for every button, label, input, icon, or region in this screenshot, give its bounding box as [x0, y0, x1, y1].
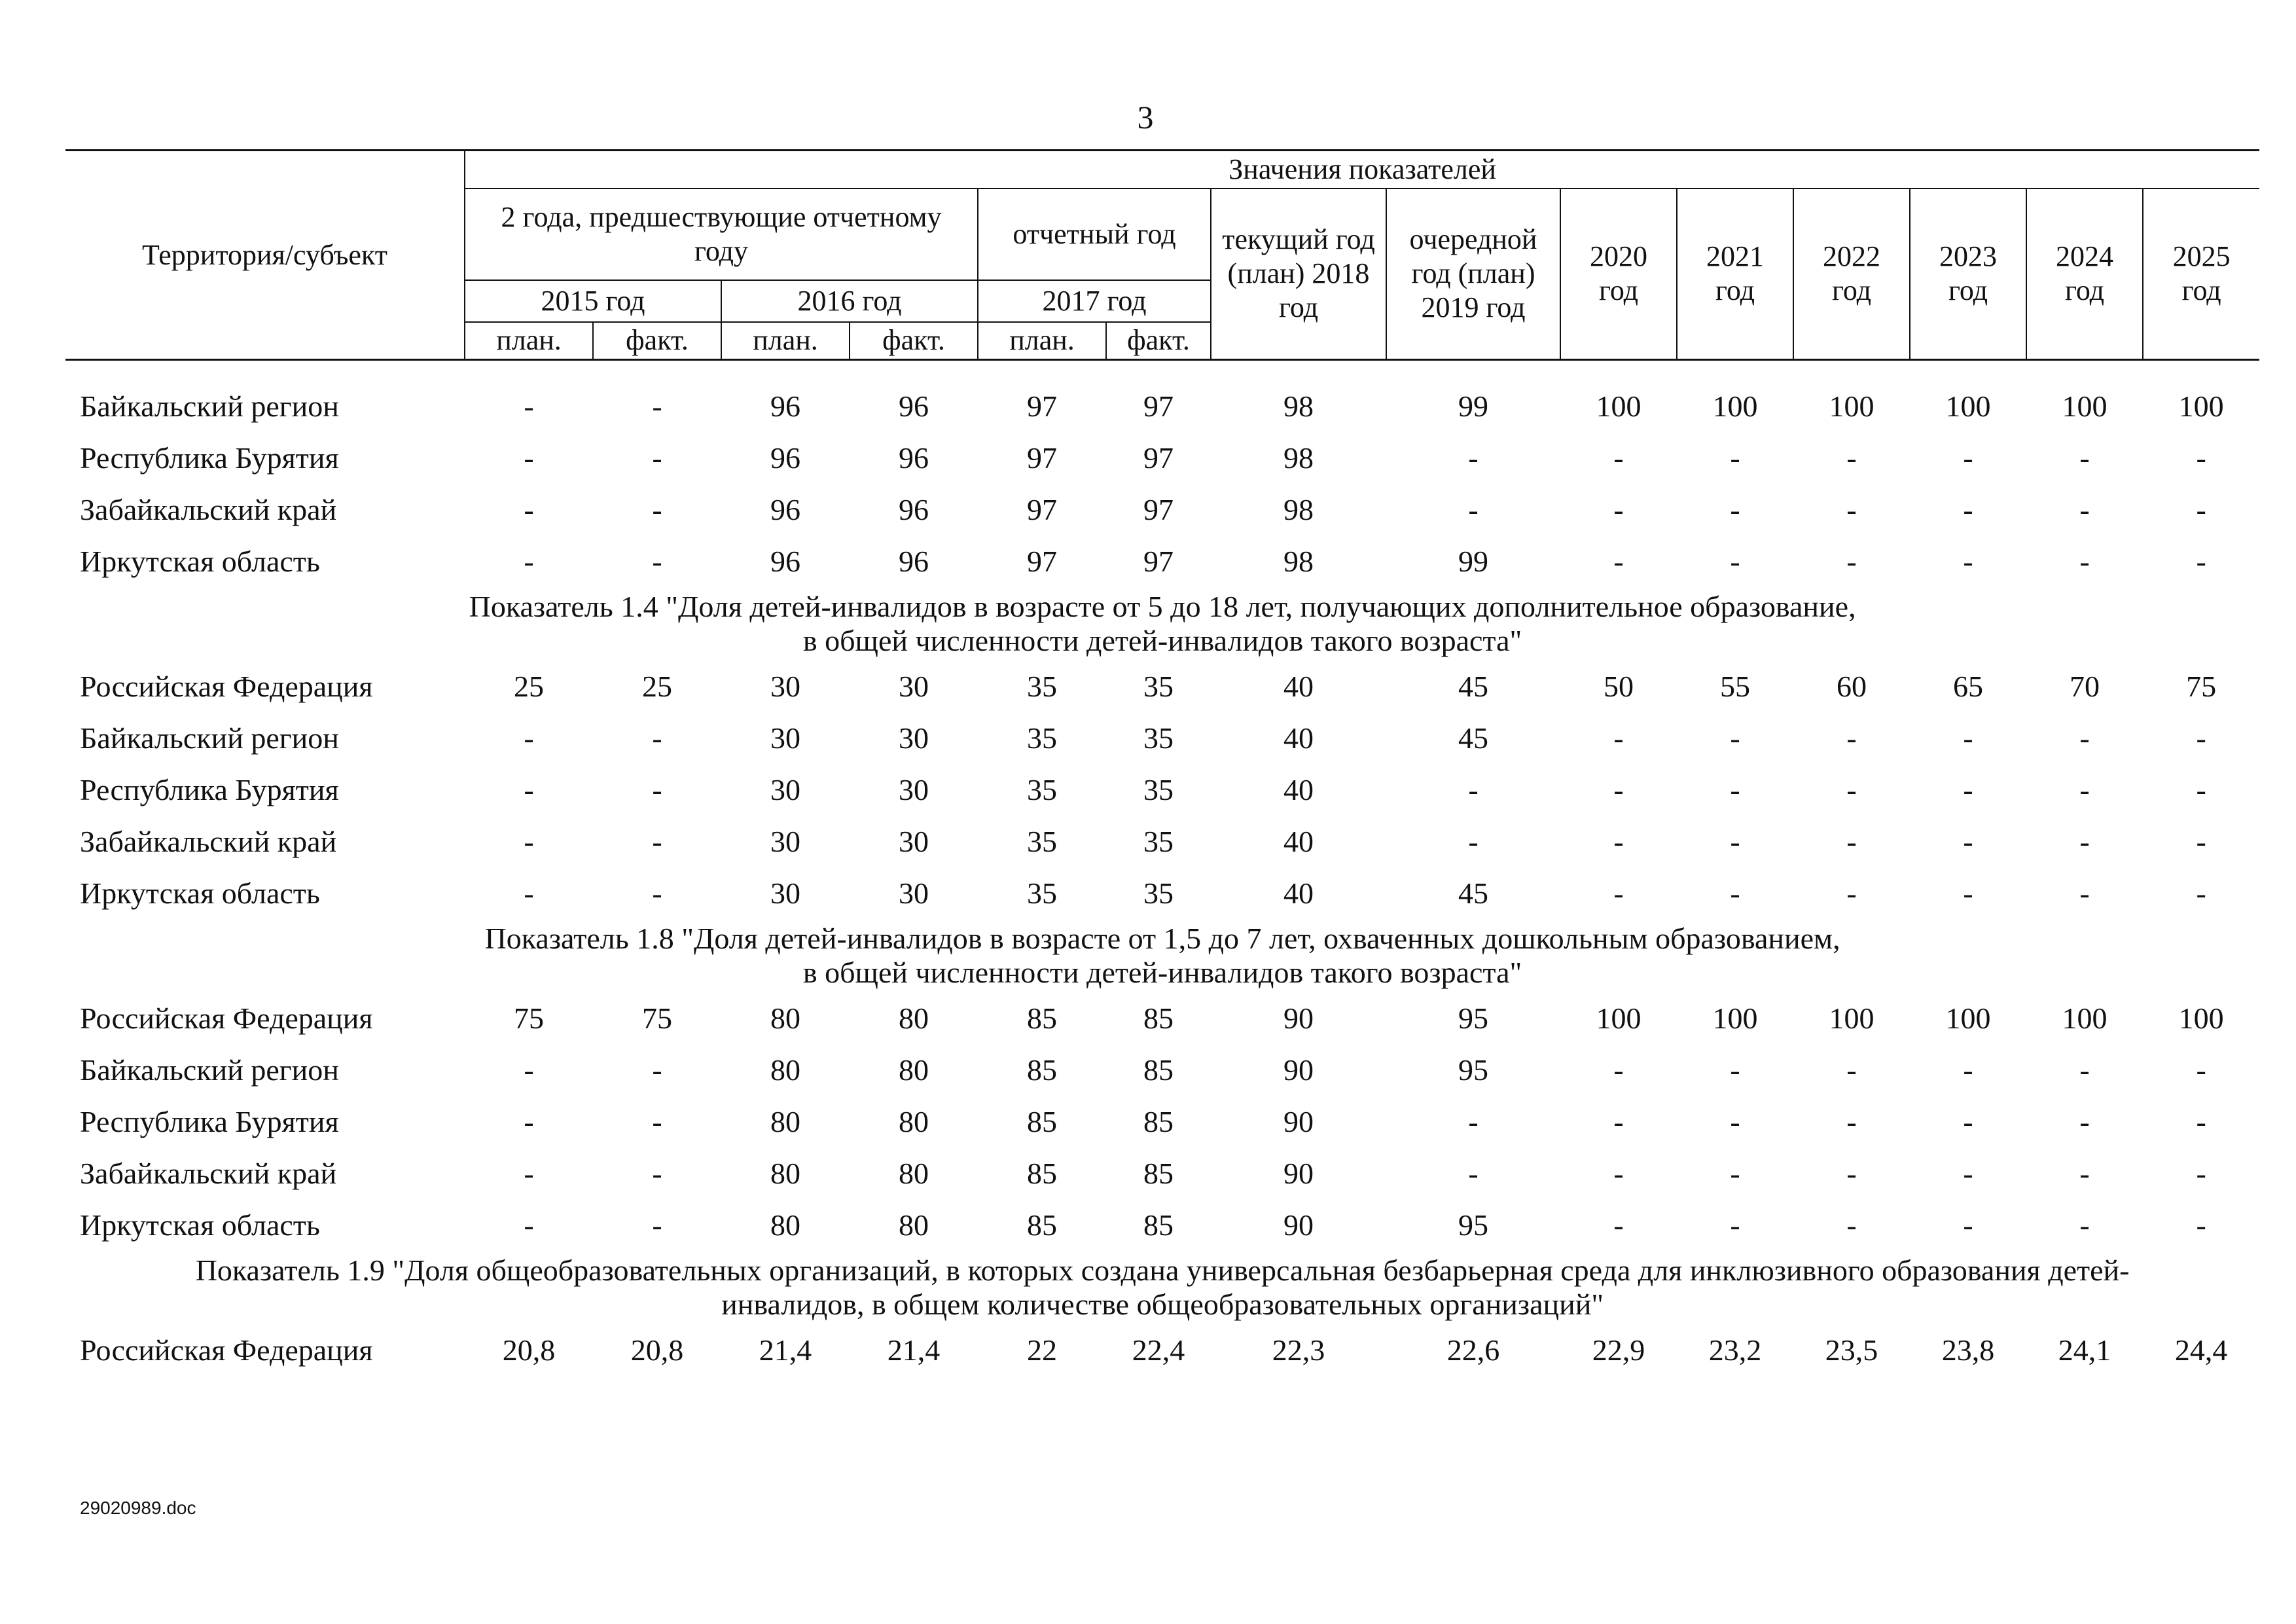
table-row [65, 1324, 2259, 1376]
value-cell: - [2079, 1105, 2090, 1138]
value-cell: - [1613, 1157, 1624, 1190]
value-cell: 98 [1283, 545, 1314, 578]
value-cell: - [1730, 1157, 1740, 1190]
value-cell: 40 [1283, 825, 1314, 858]
value-cell: 96 [770, 545, 800, 578]
table-row [65, 764, 2259, 816]
value-cell: - [1613, 441, 1624, 475]
value-cell: - [1846, 721, 1857, 755]
value-cell: 22,6 [1446, 1333, 1500, 1367]
value-cell: 90 [1283, 1105, 1314, 1138]
value-cell: - [1963, 1105, 1973, 1138]
header-year-2020: 2020 год [1560, 189, 1677, 360]
value-cell: 85 [1027, 1105, 1057, 1138]
value-cell: - [1730, 721, 1740, 755]
table-row [65, 1096, 2259, 1147]
value-cell: 100 [1712, 389, 1758, 423]
value-cell: - [1613, 1053, 1624, 1087]
header-year-2024: 2024 год [2026, 189, 2143, 360]
page-number: 3 [1137, 99, 1154, 135]
header-year-2022: 2022 год [1793, 189, 1910, 360]
value-cell: - [1613, 493, 1624, 526]
value-cell: - [2196, 876, 2206, 910]
value-cell: - [1846, 1053, 1857, 1087]
value-cell: 21,4 [887, 1333, 941, 1367]
value-cell: 25 [642, 670, 672, 703]
value-cell: - [652, 1157, 662, 1190]
value-cell: 96 [770, 493, 800, 526]
value-cell: - [1963, 493, 1973, 526]
header-2017-plan: план. [978, 322, 1106, 360]
header-territory: Территория/субъект [65, 151, 465, 360]
value-cell: 99 [1458, 389, 1488, 423]
value-cell: 45 [1458, 876, 1488, 910]
value-cell: - [1468, 1157, 1479, 1190]
header-report-year: отчетный год [978, 189, 1211, 280]
value-cell: 65 [1953, 670, 1983, 703]
value-cell: 96 [770, 389, 800, 423]
value-cell: 100 [1945, 389, 1991, 423]
table-row [65, 1199, 2259, 1251]
value-cell: 97 [1027, 545, 1057, 578]
value-cell: - [1613, 876, 1624, 910]
indicator-caption-row [65, 919, 2259, 992]
value-cell: 60 [1837, 670, 1867, 703]
value-cell: - [524, 1105, 534, 1138]
table-header [65, 151, 2259, 360]
table-row [65, 816, 2259, 867]
value-cell: 97 [1143, 545, 1174, 578]
value-cell: 100 [1712, 1001, 1758, 1035]
value-cell: 80 [770, 1157, 800, 1190]
value-cell: 75 [2186, 670, 2217, 703]
value-cell: 97 [1027, 493, 1057, 526]
value-cell: 35 [1027, 721, 1057, 755]
header-current-year: текущий год (план) 2018 год [1211, 189, 1386, 360]
value-cell: 97 [1027, 389, 1057, 423]
table-row [65, 484, 2259, 535]
value-cell: 100 [2178, 389, 2224, 423]
value-cell: - [1963, 1157, 1973, 1190]
value-cell: 96 [899, 441, 929, 475]
value-cell: - [652, 389, 662, 423]
value-cell: - [524, 493, 534, 526]
value-cell: 22,4 [1132, 1333, 1185, 1367]
value-cell: - [2079, 825, 2090, 858]
value-cell: 80 [899, 1001, 929, 1035]
value-cell: - [1730, 493, 1740, 526]
value-cell: - [1468, 493, 1479, 526]
value-cell: 35 [1143, 670, 1174, 703]
caption-line: в общей численности детей-инвалидов такого возраста" [802, 624, 1522, 657]
value-cell: 96 [899, 389, 929, 423]
value-cell: 85 [1027, 1157, 1057, 1190]
value-cell: 80 [899, 1208, 929, 1242]
header-2015-fact: факт. [593, 322, 721, 360]
value-cell: 25 [514, 670, 544, 703]
value-cell: 100 [1596, 389, 1641, 423]
value-cell: 30 [899, 876, 929, 910]
value-cell: 80 [770, 1001, 800, 1035]
value-cell: 40 [1283, 670, 1314, 703]
value-cell: 98 [1283, 493, 1314, 526]
value-cell: 35 [1143, 825, 1174, 858]
value-cell: 100 [1596, 1001, 1641, 1035]
table-row [65, 1147, 2259, 1199]
value-cell: 85 [1027, 1001, 1057, 1035]
value-cell: - [2079, 721, 2090, 755]
header-2017-fact: факт. [1106, 322, 1211, 360]
value-cell: - [2196, 1105, 2206, 1138]
value-cell: 30 [770, 773, 800, 806]
territory-name: Иркутская область [80, 876, 320, 910]
value-cell: 22,9 [1592, 1333, 1645, 1367]
territory-name: Российская Федерация [80, 1333, 373, 1367]
value-cell: 85 [1143, 1208, 1174, 1242]
value-cell: - [524, 1053, 534, 1087]
value-cell: 70 [2070, 670, 2100, 703]
value-cell: 23,8 [1941, 1333, 1995, 1367]
value-cell: 80 [770, 1208, 800, 1242]
value-cell: 21,4 [759, 1333, 812, 1367]
value-cell: - [524, 825, 534, 858]
value-cell: 35 [1027, 773, 1057, 806]
value-cell: - [2196, 441, 2206, 475]
value-cell: 90 [1283, 1157, 1314, 1190]
value-cell: 80 [899, 1053, 929, 1087]
value-cell: - [1963, 825, 1973, 858]
value-cell: 23,2 [1708, 1333, 1762, 1367]
value-cell: - [1846, 441, 1857, 475]
value-cell: 100 [2062, 389, 2108, 423]
value-cell: - [524, 721, 534, 755]
value-cell: - [1846, 493, 1857, 526]
value-cell: - [1963, 1053, 1973, 1087]
value-cell: 30 [899, 670, 929, 703]
value-cell: - [1613, 1105, 1624, 1138]
value-cell: - [2196, 825, 2206, 858]
header-2016-fact: факт. [850, 322, 978, 360]
header-year-2023: 2023 год [1910, 189, 2026, 360]
territory-name: Российская Федерация [80, 670, 373, 703]
value-cell: - [1963, 441, 1973, 475]
value-cell: 85 [1027, 1208, 1057, 1242]
table-row [65, 867, 2259, 919]
value-cell: 50 [1604, 670, 1634, 703]
value-cell: - [2196, 493, 2206, 526]
value-cell: - [1613, 721, 1624, 755]
value-cell: 40 [1283, 721, 1314, 755]
value-cell: 97 [1143, 389, 1174, 423]
value-cell: 95 [1458, 1208, 1488, 1242]
value-cell: - [2079, 1053, 2090, 1087]
value-cell: - [1846, 1105, 1857, 1138]
value-cell: - [652, 876, 662, 910]
territory-name: Забайкальский край [80, 1157, 337, 1190]
table-row [65, 432, 2259, 484]
value-cell: - [1963, 773, 1973, 806]
caption-line: Показатель 1.9 "Доля общеобразовательных организаций, в которых создана универсальная безбарьерная среда для инклюзивного образования детей- [195, 1254, 2130, 1287]
territory-name: Байкальский регион [80, 721, 339, 755]
header-2015-plan: план. [465, 322, 593, 360]
value-cell: - [524, 1157, 534, 1190]
territory-name: Байкальский регион [80, 389, 339, 423]
indicator-caption-row [65, 587, 2259, 660]
territory-name: Забайкальский край [80, 493, 337, 526]
value-cell: 98 [1283, 441, 1314, 475]
value-cell: 35 [1143, 876, 1174, 910]
value-cell: - [1846, 545, 1857, 578]
value-cell: - [2079, 876, 2090, 910]
value-cell: - [652, 441, 662, 475]
value-cell: 85 [1027, 1053, 1057, 1087]
value-cell: 30 [770, 721, 800, 755]
value-cell: 100 [2178, 1001, 2224, 1035]
header-2015: 2015 год [465, 280, 721, 322]
caption-line: инвалидов, в общем количестве общеобразовательных организаций" [721, 1288, 1604, 1321]
value-cell: - [1963, 721, 1973, 755]
value-cell: 40 [1283, 876, 1314, 910]
value-cell: 35 [1027, 876, 1057, 910]
value-cell: 22,3 [1272, 1333, 1325, 1367]
territory-name: Республика Бурятия [80, 773, 339, 806]
value-cell: - [1613, 1208, 1624, 1242]
indicator-caption [65, 919, 2259, 992]
value-cell: - [2079, 1157, 2090, 1190]
value-cell: - [1963, 1208, 1973, 1242]
value-cell: 90 [1283, 1208, 1314, 1242]
header-two-years: 2 года, предшествующие отчетному году [465, 189, 978, 280]
value-cell: - [1613, 825, 1624, 858]
table-row [65, 535, 2259, 587]
value-cell: 80 [770, 1105, 800, 1138]
table-row [65, 992, 2259, 1044]
value-cell: 85 [1143, 1001, 1174, 1035]
value-cell: - [1468, 1105, 1479, 1138]
value-cell: - [1846, 1157, 1857, 1190]
table-body [65, 360, 2259, 1377]
value-cell: 35 [1027, 670, 1057, 703]
value-cell: - [1468, 441, 1479, 475]
value-cell: - [1846, 876, 1857, 910]
value-cell: - [524, 1208, 534, 1242]
header-values: Значения показателей [465, 151, 2259, 189]
value-cell: - [1730, 545, 1740, 578]
value-cell: 75 [642, 1001, 672, 1035]
territory-name: Байкальский регион [80, 1053, 339, 1087]
value-cell: 100 [1829, 1001, 1874, 1035]
value-cell: - [2196, 1208, 2206, 1242]
caption-line: Показатель 1.8 "Доля детей-инвалидов в возрасте от 1,5 до 7 лет, охваченных дошкольным образованием, [484, 922, 1840, 955]
territory-name: Республика Бурятия [80, 1105, 339, 1138]
value-cell: - [2196, 1157, 2206, 1190]
value-cell: 30 [770, 670, 800, 703]
value-cell: 75 [514, 1001, 544, 1035]
value-cell: 85 [1143, 1105, 1174, 1138]
value-cell: - [2079, 441, 2090, 475]
value-cell: 90 [1283, 1001, 1314, 1035]
value-cell: - [1613, 545, 1624, 578]
value-cell: 30 [770, 876, 800, 910]
value-cell: - [652, 1208, 662, 1242]
value-cell: - [1730, 876, 1740, 910]
value-cell: 20,8 [502, 1333, 556, 1367]
document-code: 29020989.doc [80, 1498, 196, 1518]
value-cell: 30 [899, 825, 929, 858]
territory-name: Российская Федерация [80, 1001, 373, 1035]
value-cell: - [2079, 493, 2090, 526]
value-cell: - [524, 441, 534, 475]
header-2016: 2016 год [721, 280, 978, 322]
value-cell: 30 [899, 773, 929, 806]
value-cell: - [1846, 1208, 1857, 1242]
header-next-year: очередной год (план) 2019 год [1386, 189, 1560, 360]
value-cell: 96 [899, 545, 929, 578]
value-cell: 35 [1027, 825, 1057, 858]
territory-name: Республика Бурятия [80, 441, 339, 475]
value-cell: 80 [770, 1053, 800, 1087]
value-cell: - [652, 773, 662, 806]
value-cell: - [1468, 773, 1479, 806]
value-cell: 23,5 [1825, 1333, 1878, 1367]
caption-line: Показатель 1.4 "Доля детей-инвалидов в возрасте от 5 до 18 лет, получающих дополнительное образование, [469, 590, 1856, 623]
value-cell: 40 [1283, 773, 1314, 806]
table-row [65, 380, 2259, 432]
value-cell: 30 [770, 825, 800, 858]
value-cell: 97 [1027, 441, 1057, 475]
value-cell: 55 [1720, 670, 1750, 703]
value-cell: 35 [1143, 773, 1174, 806]
value-cell: - [1963, 545, 1973, 578]
value-cell: - [1730, 825, 1740, 858]
value-cell: - [1468, 825, 1479, 858]
indicators-table [65, 149, 2259, 1376]
value-cell: 97 [1143, 493, 1174, 526]
caption-line: в общей численности детей-инвалидов такого возраста" [802, 956, 1522, 989]
value-cell: - [1846, 825, 1857, 858]
value-cell: 100 [2062, 1001, 2108, 1035]
value-cell: - [524, 389, 534, 423]
value-cell: - [1730, 1208, 1740, 1242]
value-cell: 99 [1458, 545, 1488, 578]
value-cell: - [652, 825, 662, 858]
value-cell: - [1613, 773, 1624, 806]
value-cell: - [2079, 773, 2090, 806]
value-cell: 100 [1829, 389, 1874, 423]
value-cell: - [1730, 773, 1740, 806]
territory-name: Иркутская область [80, 1208, 320, 1242]
table-row [65, 660, 2259, 712]
indicator-caption-row [65, 1251, 2259, 1324]
value-cell: 80 [899, 1105, 929, 1138]
value-cell: 80 [899, 1157, 929, 1190]
indicator-caption [65, 1251, 2259, 1324]
value-cell: - [2196, 773, 2206, 806]
value-cell: - [652, 493, 662, 526]
value-cell: - [2079, 545, 2090, 578]
value-cell: - [652, 1053, 662, 1087]
spacer-cell [65, 360, 2259, 381]
value-cell: - [652, 1105, 662, 1138]
value-cell: 24,1 [2058, 1333, 2111, 1367]
value-cell: 45 [1458, 721, 1488, 755]
header-year-2025: 2025 год [2143, 189, 2259, 360]
value-cell: 90 [1283, 1053, 1314, 1087]
value-cell: - [1730, 1053, 1740, 1087]
value-cell: 95 [1458, 1001, 1488, 1035]
indicators-table-wrap [65, 149, 2233, 1376]
indicator-caption [65, 587, 2259, 660]
header-2017: 2017 год [978, 280, 1211, 322]
value-cell: 95 [1458, 1053, 1488, 1087]
value-cell: 96 [770, 441, 800, 475]
value-cell: 20,8 [630, 1333, 684, 1367]
value-cell: - [652, 545, 662, 578]
header-spacer-row [65, 360, 2259, 381]
value-cell: - [2196, 545, 2206, 578]
value-cell: - [2079, 1208, 2090, 1242]
territory-name: Забайкальский край [80, 825, 337, 858]
header-year-2021: 2021 год [1677, 189, 1793, 360]
value-cell: 96 [899, 493, 929, 526]
territory-name: Иркутская область [80, 545, 320, 578]
value-cell: 35 [1143, 721, 1174, 755]
header-2016-plan: план. [721, 322, 850, 360]
value-cell: - [524, 773, 534, 806]
value-cell: 100 [1945, 1001, 1991, 1035]
value-cell: - [1963, 876, 1973, 910]
table-row [65, 1044, 2259, 1096]
value-cell: 24,4 [2174, 1333, 2228, 1367]
value-cell: 85 [1143, 1157, 1174, 1190]
value-cell: 97 [1143, 441, 1174, 475]
value-cell: - [1846, 773, 1857, 806]
value-cell: - [2196, 1053, 2206, 1087]
value-cell: - [2196, 721, 2206, 755]
value-cell: - [524, 876, 534, 910]
value-cell: 98 [1283, 389, 1314, 423]
table-row [65, 712, 2259, 764]
value-cell: - [1730, 441, 1740, 475]
value-cell: 45 [1458, 670, 1488, 703]
value-cell: - [524, 545, 534, 578]
value-cell: - [652, 721, 662, 755]
value-cell: 22 [1027, 1333, 1057, 1367]
value-cell: - [1730, 1105, 1740, 1138]
value-cell: 30 [899, 721, 929, 755]
value-cell: 85 [1143, 1053, 1174, 1087]
